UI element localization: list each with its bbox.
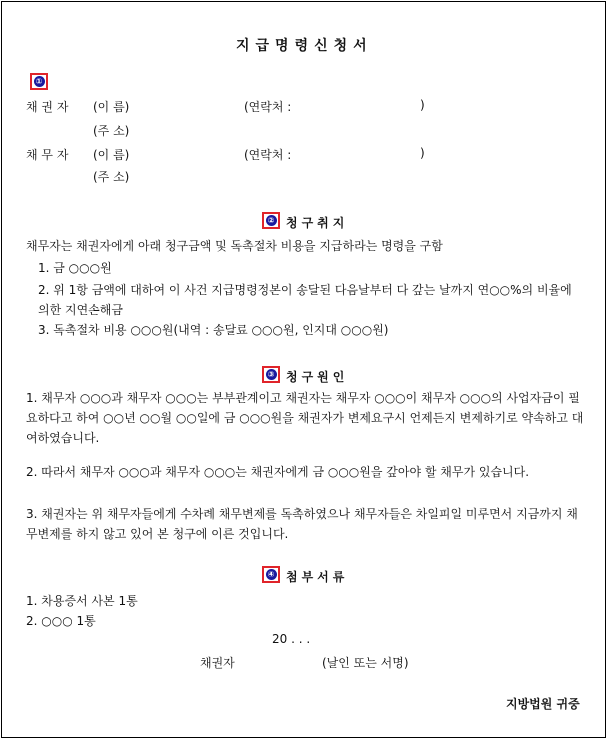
debtor-role-label: 채 무 자 [26, 148, 69, 162]
circled-number-2: ② [266, 215, 277, 226]
claim-purpose-intro: 채무자는 채권자에게 아래 청구금액 및 독촉절차 비용을 지급하라는 명령을 구함 [26, 239, 443, 253]
claim-purpose-item-3: 3. 독촉절차 비용 ○○○원(내역 : 송달료 ○○○원, 인지대 ○○○원) [38, 323, 389, 337]
creditor-contact-label: (연락처 : [244, 100, 292, 114]
document-page [1, 1, 606, 738]
debtor-name-label: (이 름) [93, 148, 130, 162]
section-marker-3 [262, 366, 280, 383]
claim-cause-paragraph-2: 2. 따라서 채무자 ○○○과 채무자 ○○○는 채권자에게 금 ○○○원을 갚아야 할 채무가 있습니다. [26, 465, 530, 479]
section-marker-2 [262, 212, 280, 229]
creditor-address-label: (주 소) [93, 124, 130, 138]
section-marker-4 [262, 566, 280, 583]
debtor-contact-label: (연락처 : [244, 148, 292, 162]
circled-number-4: ④ [266, 569, 277, 580]
court-addressee: 지방법원 귀중 [506, 697, 580, 711]
creditor-contact-close: ) [420, 98, 425, 112]
attachments-heading: 첨부서류 [286, 570, 349, 584]
seal-label: (날인 또는 서명) [322, 656, 409, 670]
claim-cause-paragraph-1: 1. 채무자 ○○○과 채무자 ○○○는 부부관계이고 채권자는 채무자 ○○○이 채무자 ○○○의 사업자금이 필요하다고 하여 ○○년 ○○월 ○○일에 금 ○○○원을 채권자가 변제요구시 언제든지 변제하기로 약속하고 대여하였습니다. [26, 391, 584, 445]
claim-purpose-item-2: 2. 위 1항 금액에 대하여 이 사건 지급명령정본이 송달된 다음날부터 다 갚는 날까지 연○○%의 비율에 의한 지연손해금 [38, 283, 572, 317]
claim-purpose-item-1: 1. 금 ○○○원 [38, 261, 112, 275]
debtor-address-label: (주 소) [93, 170, 130, 184]
creditor-name-label: (이 름) [93, 100, 130, 114]
creditor-role-label: 채 권 자 [26, 100, 69, 114]
document-title: 지급명령신청서 [236, 38, 373, 54]
filing-date: 20 . . . [272, 632, 311, 646]
claim-cause-heading: 청구원인 [286, 370, 349, 384]
attachment-item-1: 1. 차용증서 사본 1통 [26, 594, 138, 608]
signature-creditor-label: 채권자 [200, 656, 235, 670]
claim-purpose-heading: 청구취지 [286, 216, 349, 230]
section-marker-1 [30, 73, 48, 90]
attachment-item-2: 2. ○○○ 1통 [26, 614, 96, 628]
circled-number-1: ① [34, 76, 45, 87]
debtor-contact-close: ) [420, 146, 425, 160]
claim-cause-paragraph-3: 3. 채권자는 위 채무자들에게 수차례 채무변제를 독촉하였으나 채무자들은 차일피일 미루면서 지금까지 채무변제를 하지 않고 있어 본 청구에 이른 것입니다. [26, 507, 578, 541]
circled-number-3: ③ [266, 369, 277, 380]
